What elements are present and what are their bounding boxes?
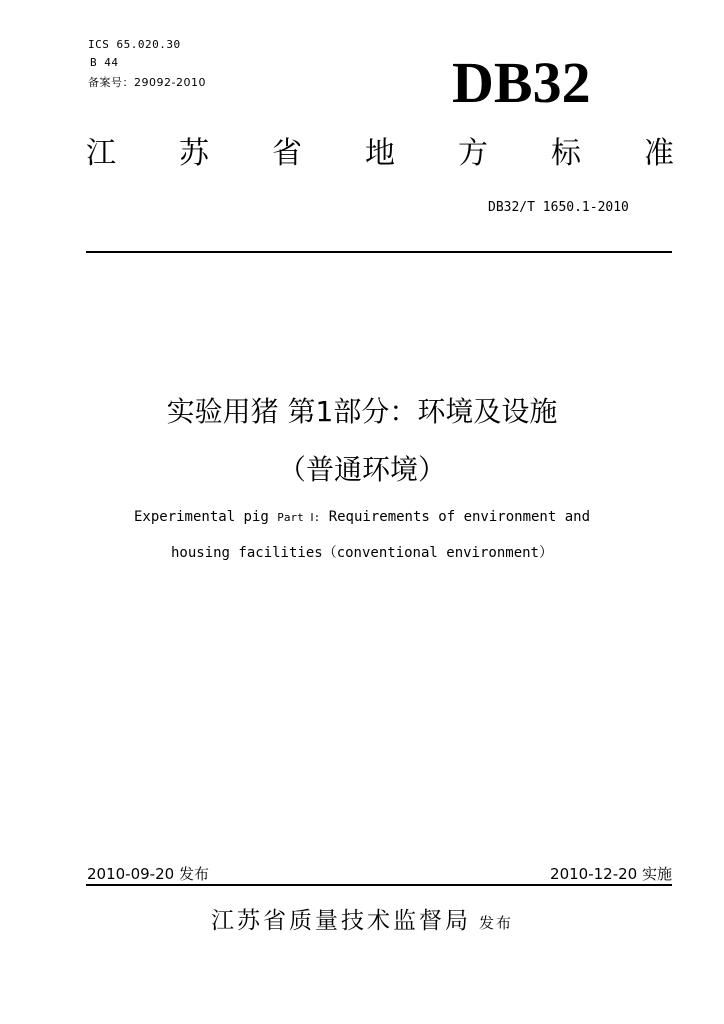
standard-code-logo: DB32: [452, 50, 591, 115]
top-divider: [86, 251, 672, 253]
ics-code: ICS 65.020.30: [88, 38, 181, 51]
title-en-start: Experimental pig: [133, 509, 269, 525]
issuing-authority: [0, 906, 724, 938]
standard-type-char: 省: [272, 136, 302, 171]
implement-date: 2010-12-20 实施: [550, 865, 672, 883]
title-en-end: Requirements of environment and: [328, 509, 590, 525]
title-en-part: Part Ⅰ:: [277, 511, 321, 524]
issuer-suffix: 发布: [478, 914, 513, 932]
standard-type-char: 标: [551, 136, 581, 171]
title-cn-line1: 实验用猪 第1部分：环境及设施: [166, 395, 558, 428]
standard-type-heading: [86, 136, 674, 172]
standard-number: DB32/T 1650.1-2010: [488, 200, 629, 215]
title-en-line1: [0, 507, 724, 528]
title-cn-line2: （普通环境）: [277, 453, 446, 486]
issuer-name: 江苏省质量技术监督局: [210, 908, 471, 934]
standard-type-char: 方: [458, 136, 488, 171]
standard-type-char: 准: [644, 136, 674, 171]
ccs-code: B 44: [90, 56, 119, 69]
bottom-divider: [86, 884, 672, 886]
standard-type-char: 地: [365, 136, 395, 171]
standard-type-char: 苏: [179, 136, 209, 171]
standard-type-char: 江: [86, 136, 116, 171]
title-en-line2: housing facilities（conventional environment）: [170, 545, 553, 561]
issue-date: 2010-09-20 发布: [87, 865, 209, 883]
filing-number: 备案号：29092-2010: [88, 76, 206, 89]
